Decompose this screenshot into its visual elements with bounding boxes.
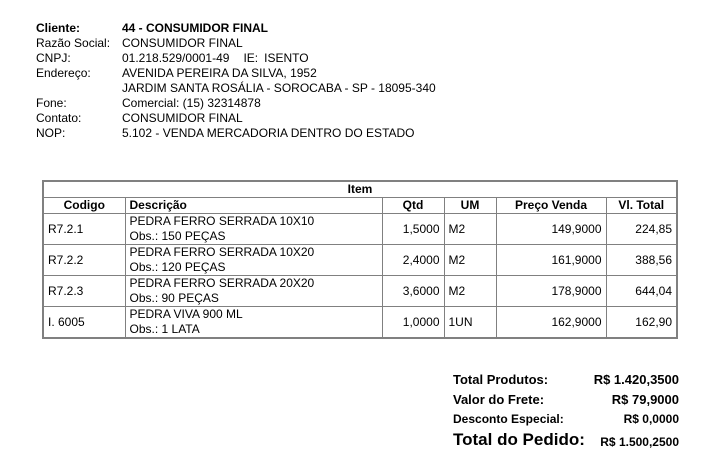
cell-um: M2: [444, 245, 496, 276]
cell-um: M2: [444, 276, 496, 307]
total-pedido-value: R$ 1.500,2500: [600, 435, 679, 449]
cell-codigo: I. 6005: [43, 307, 125, 339]
cell-codigo: R7.2.2: [43, 245, 125, 276]
contato-value: CONSUMIDOR FINAL: [122, 111, 243, 125]
fone-value: Comercial: (15) 32314878: [122, 96, 261, 110]
table-row: [43, 214, 677, 245]
header-um: UM: [444, 198, 496, 214]
table-header-row: [43, 198, 677, 214]
cell-qtd: 2,4000: [382, 245, 444, 276]
table-row: [43, 245, 677, 276]
total-produtos-row: [453, 370, 683, 390]
table-title: Item: [43, 181, 677, 198]
cell-total: 388,56: [606, 245, 677, 276]
nop-label: NOP:: [36, 126, 66, 140]
cell-descricao: [125, 214, 382, 245]
desconto-value: R$ 0,0000: [623, 412, 679, 426]
cell-qtd: 1,5000: [382, 214, 444, 245]
header-codigo: Codigo: [43, 198, 125, 214]
desconto-label: Desconto Especial:: [453, 412, 564, 426]
cell-um: M2: [444, 214, 496, 245]
item-obs: Obs.: 120 PEÇAS: [129, 260, 226, 274]
contato-label: Contato:: [36, 111, 82, 125]
cell-codigo: R7.2.3: [43, 276, 125, 307]
cell-qtd: 3,6000: [382, 276, 444, 307]
cell-total: 162,90: [606, 307, 677, 339]
cell-descricao: [125, 276, 382, 307]
total-produtos-value: R$ 1.420,3500: [593, 372, 679, 387]
table-row: [43, 307, 677, 339]
cnpj-value-group: [122, 51, 309, 66]
item-description: PEDRA FERRO SERRADA 10X20: [129, 245, 315, 259]
item-obs: Obs.: 90 PEÇAS: [129, 291, 219, 305]
total-pedido-row: [453, 430, 683, 454]
cell-codigo: R7.2.1: [43, 214, 125, 245]
cnpj-label: CNPJ:: [36, 51, 71, 65]
header-total: Vl. Total: [606, 198, 677, 214]
cell-descricao: [125, 245, 382, 276]
item-description: PEDRA VIVA 900 ML: [129, 307, 243, 321]
cnpj-value: 01.218.529/0001-49: [122, 51, 230, 65]
table-title-row: [43, 181, 677, 198]
cell-total: 224,85: [606, 214, 677, 245]
item-obs: Obs.: 1 LATA: [129, 322, 200, 336]
header-qtd: Qtd: [382, 198, 444, 214]
fone-label: Fone:: [36, 96, 67, 110]
razao-social-label: Razão Social:: [36, 36, 111, 50]
cell-um: 1UN: [444, 307, 496, 339]
item-description: PEDRA FERRO SERRADA 20X20: [129, 276, 315, 290]
endereco-line1: AVENIDA PEREIRA DA SILVA, 1952: [122, 66, 317, 80]
cell-total: 644,04: [606, 276, 677, 307]
valor-frete-value: R$ 79,9000: [611, 392, 679, 407]
item-description: PEDRA FERRO SERRADA 10X10: [129, 214, 315, 228]
cell-preco: 161,9000: [496, 245, 606, 276]
valor-frete-label: Valor do Frete:: [453, 392, 545, 407]
endereco-label: Endereço:: [36, 66, 91, 80]
header-preco: Preço Venda: [496, 198, 606, 214]
table-row: [43, 276, 677, 307]
totals-block: [453, 370, 683, 454]
items-table: [42, 180, 678, 339]
endereco-line2: JARDIM SANTA ROSÁLIA - SOROCABA - SP - 18095-340: [122, 81, 436, 95]
valor-frete-row: [453, 390, 683, 410]
razao-social-value: CONSUMIDOR FINAL: [122, 36, 243, 50]
total-produtos-label: Total Produtos:: [453, 372, 549, 387]
cell-descricao: [125, 307, 382, 339]
cell-preco: 149,9000: [496, 214, 606, 245]
cell-qtd: 1,0000: [382, 307, 444, 339]
ie-value: ISENTO: [264, 51, 309, 65]
cliente-value: 44 - CONSUMIDOR FINAL: [122, 21, 269, 35]
desconto-row: [453, 410, 683, 430]
item-obs: Obs.: 150 PEÇAS: [129, 229, 226, 243]
header-descricao: Descrição: [125, 198, 382, 214]
cliente-label: Cliente:: [36, 21, 81, 35]
ie-label: IE:: [243, 51, 259, 65]
cell-preco: 178,9000: [496, 276, 606, 307]
nop-value: 5.102 - VENDA MERCADORIA DENTRO DO ESTADO: [122, 126, 415, 140]
total-pedido-label: Total do Pedido:: [453, 430, 585, 449]
cell-preco: 162,9000: [496, 307, 606, 339]
